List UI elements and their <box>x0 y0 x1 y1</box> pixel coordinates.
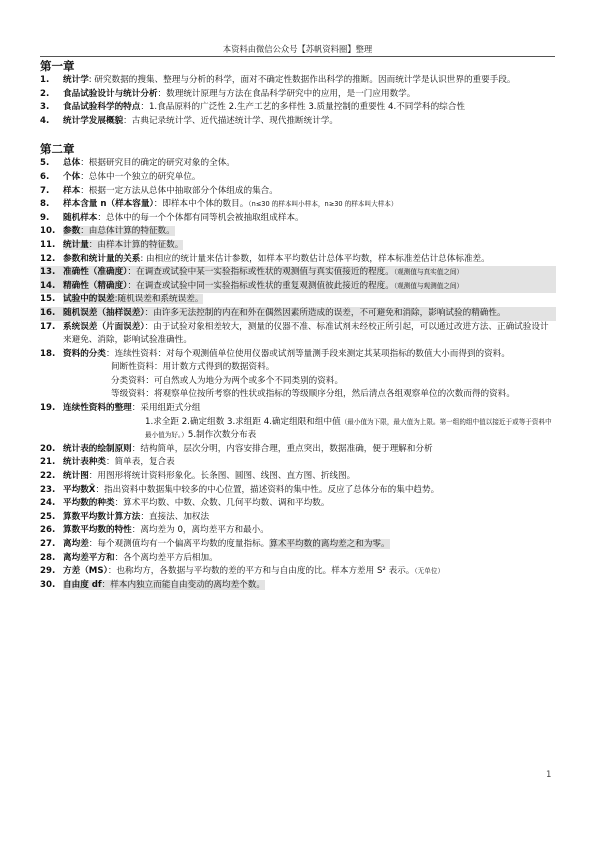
list-item: 4. 统计学发展概貌：古典记录统计学、近代描述统计学、现代推断统计学。 <box>40 115 339 126</box>
list-item: 27. 离均差：每个观测值均有一个偏离平均数的度量指标。算术平均数的离均差之和为零。 <box>40 539 390 549</box>
chapter-1-title: 第一章 <box>40 59 75 73</box>
document-content <box>40 58 556 592</box>
list-item: 1. 统计学: 研究数据的搜集、整理与分析的科学，面对不确定性数据作出科学的推断。因而统计学是认识世界的重要手段。 <box>40 75 516 85</box>
header-rule <box>40 56 555 57</box>
list-item: 14. 精确性（精确度）：在调查或试验中同一实验指标或性状的重复观测值彼此接近的程度。（观测值与观测值之间） <box>40 280 556 294</box>
list-item-data-classification: 18. 资料的分类：连续性资料：对每个观测值单位使用仪器或试剂等量测手段来测定其某项指标的数值大小而得到的资料。 间断性资料：用计数方式得到的数据资料。 分类资料：可自然或人为地分为两个或多个不同类别的资料。 等级资料：将观察单位按所考察的性状或指标的等级顺序分组，然后清点各组观察单位的次数而得的资料。 <box>40 348 515 400</box>
list-item: 22. 统计图：用图形将统计资料形象化。长条图、圆图、线图、直方图、折线图。 <box>40 471 356 482</box>
list-item: 13. 准确性（准确度）：在调查或试验中某一实验指标或性状的观测值与真实值接近的程度。（观测值与真实值之间） <box>40 266 556 280</box>
list-item: 16. 随机误差（抽样误差）：由许多无法控制的内在和外在偶然因素所造成的误差，不可避免和消除，影响试验的精确性。 <box>40 307 556 321</box>
list-item: 24. 平均数的种类：算术平均数、中数、众数、几何平均数、调和平均数。 <box>40 498 330 509</box>
list-item: 17. 系统误差（片面误差）：由于试验对象相差较大，测量的仪器不准、标准试剂未经校正所引起，可以通过改进方法、正确试验设计来避免、消除，影响试验准确性。 <box>40 321 549 346</box>
list-item: 10. 参数：由总体计算的特征数。 <box>40 226 175 237</box>
list-item: 5. 总体：根据研究目的确定的研究对象的全体。 <box>40 158 235 169</box>
list-item: 26. 算数平均数的特性：离均差为 0，离均差平方和最小。 <box>40 525 269 536</box>
sub-label: 连续性资料 <box>114 348 158 359</box>
list-item: 11. 统计量：由样本计算的特征数。 <box>40 239 184 250</box>
chapter-2-title: 第二章 <box>40 142 75 157</box>
list-item: 6. 个体：总体中一个独立的研究单位。 <box>40 171 201 182</box>
list-item: 12. 参数和统计量的关系: 由相应的统计量来估计参数，如样本平均数估计总体平均数，样本标准差估计总体标准差。 <box>40 253 490 264</box>
list-item-continuous-data: 19. 连续性资料的整理：采用组距式分组 1.求全距 2.确定组数 3.求组距 4.确定组限和组中值（最小值为下限，最大值为上限。第一组的组中值以接近于或等于资料中最小值为好。）5.制作次数分布表 <box>40 403 552 441</box>
sub-label: 分类资料 <box>111 375 146 386</box>
list-item: 7. 样本：根据一定方法从总体中抽取部分个体组成的集合。 <box>40 185 278 196</box>
list-item: 28. 离均差平方和：各个离均差平方后相加。 <box>40 552 218 563</box>
list-item: 25. 算数平均数计算方法：直接法、加权法 <box>40 511 210 522</box>
list-item: 15. 试验中的误差:随机误差和系统误差。 <box>40 294 204 305</box>
list-item: 29. 方差（MS）：也称均方，各数据与平均数的差的平方和与自由度的比。样本方差用 S² 表示。（无单位） <box>40 566 445 577</box>
list-item: 20. 统计表的绘制原则：结构简单，层次分明，内容安排合理，重点突出，数据准确，便于理解和分析 <box>40 443 433 454</box>
sub-label: 间断性资料 <box>111 362 154 373</box>
page-number: 1 <box>546 770 552 780</box>
sub-label: 等级资料 <box>111 389 146 400</box>
list-item: 23. 平均数X̄：指出资料中数据集中较多的中心位置，描述资料的集中性。反应了总体分布的集中趋势。 <box>40 484 440 495</box>
list-item: 30. 自由度 df：样本内独立而能自由变动的离均差个数。 <box>40 579 265 590</box>
page-header: 本资料由微信公众号【苏帆资料圈】整理 <box>222 44 373 54</box>
list-item: 9. 随机样本：总体中的每一个个体都有同等机会被抽取组成样本。 <box>40 212 304 223</box>
list-item: 21. 统计表种类：简单表，复合表 <box>40 457 175 468</box>
list-item: 2. 食品试验设计与统计分析：数理统计原理与方法在食品科学研究中的应用，是一门应用数学。 <box>40 88 416 99</box>
list-item: 8. 样本含量 n（样本容量）：即样本中个体的数目。（n≤30 的样本叫小样本，n≥30 的样本叫大样本） <box>40 199 398 210</box>
list-item: 3. 食品试验科学的特点：1.食品原料的广泛性 2.生产工艺的多样性 3.质量控制的重要性 4.不同学科的综合性 <box>40 102 465 113</box>
